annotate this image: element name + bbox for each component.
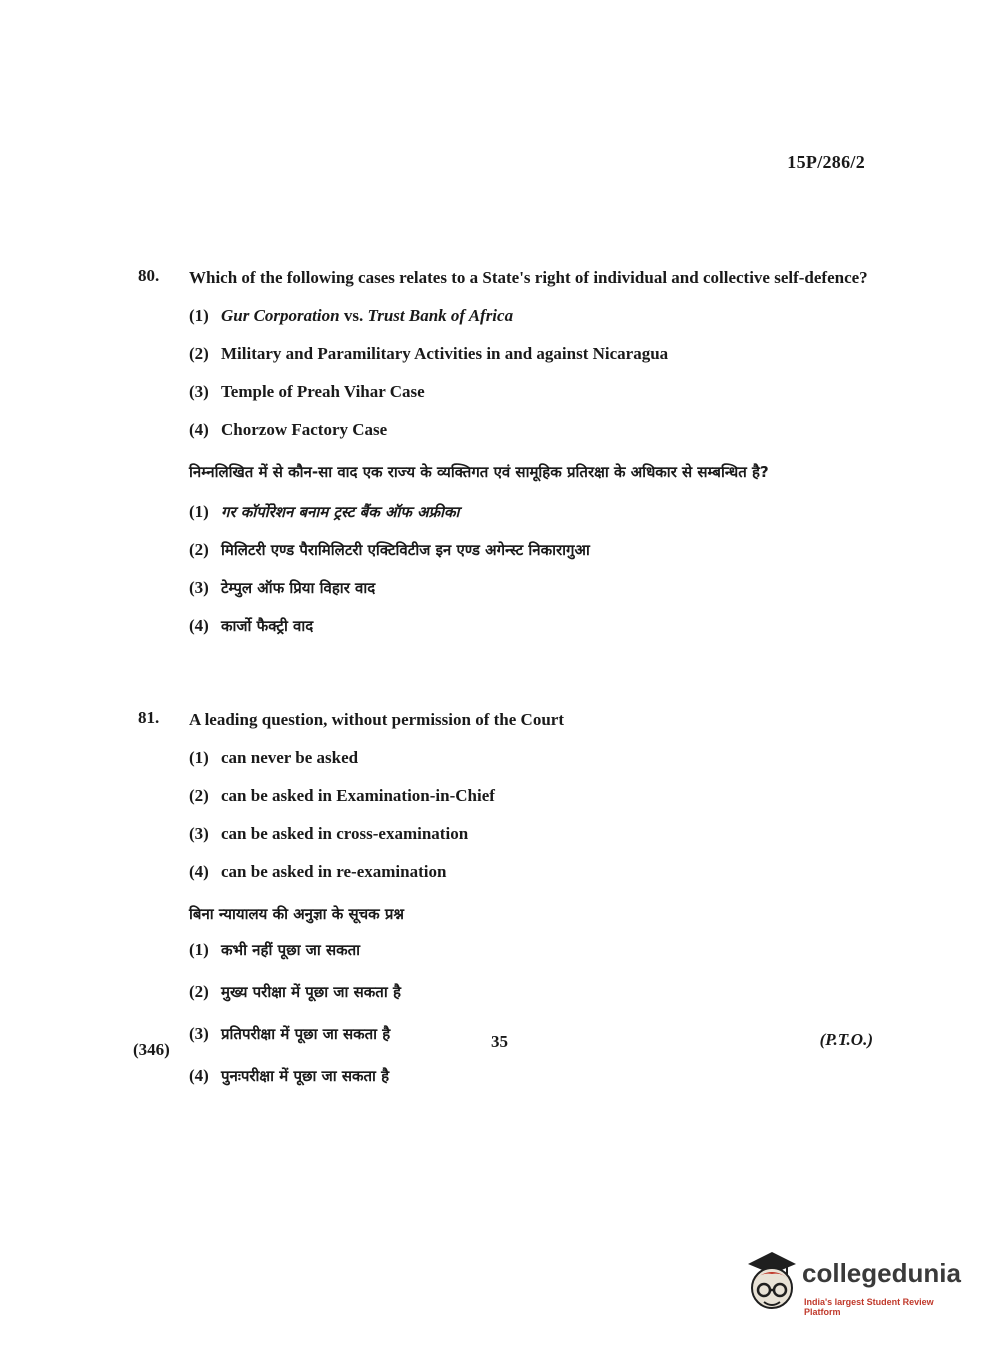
option-number: (4) <box>189 420 209 439</box>
hindi-option-2 <box>189 980 519 1022</box>
option-list <box>189 304 873 456</box>
option-number: (4) <box>189 616 209 635</box>
option-number: (1) <box>189 502 209 521</box>
question-number: 80. <box>138 266 160 285</box>
option-number: (3) <box>189 382 209 401</box>
hindi-option-list <box>189 500 873 652</box>
option-text: मुख्य परीक्षा में पूछा जा सकता है <box>221 983 401 1001</box>
booklet-code: (346) <box>133 1040 170 1059</box>
option-number: (4) <box>189 862 209 881</box>
pto-label: (P.T.O.) <box>819 1030 873 1049</box>
option-text-part: vs. <box>339 306 368 325</box>
option-2 <box>189 342 873 380</box>
option-text: can be asked in Examination-in-Chief <box>221 786 495 805</box>
hindi-question-text: बिना न्यायालय की अनुज्ञा के सूचक प्रश्न <box>189 905 404 923</box>
option-text: Military and Paramilitary Activities in and against Nicaragua <box>221 344 669 363</box>
option-text: can be asked in cross-examination <box>221 824 469 843</box>
option-number: (3) <box>189 824 209 843</box>
option-text-part: Gur Corporation <box>221 306 340 325</box>
option-text-part: Trust Bank of Africa <box>367 306 514 325</box>
option-4 <box>189 418 873 456</box>
brand-name: collegedunia <box>802 1258 961 1288</box>
option-text: गर कॉर्पोरेशन बनाम ट्रस्ट बैंक ऑफ अफ्रीका <box>221 503 460 521</box>
hindi-option-3 <box>189 1022 519 1064</box>
option-number: (4) <box>189 1066 209 1085</box>
question-80 <box>138 266 873 652</box>
hindi-question-text: निम्नलिखित में से कौन-सा वाद एक राज्य के व्यक्तिगत एवं सामूहिक प्रतिरक्षा के अधिकार से सम्बन्धित है? <box>189 463 769 481</box>
option-text: Chorzow Factory Case <box>221 420 388 439</box>
question-number: 81. <box>138 708 160 727</box>
option-text: can be asked in re-examination <box>221 862 447 881</box>
hindi-option-3 <box>189 576 873 614</box>
option-text: मिलिटरी एण्ड पैरामिलिटरी एक्टिविटीज इन एण्ड अगेन्स्ट निकारागुआ <box>221 541 590 559</box>
option-3 <box>189 822 873 860</box>
option-number: (3) <box>189 578 209 597</box>
hindi-option-1 <box>189 500 873 538</box>
brand-tagline: India's largest Student Review Platform <box>804 1297 934 1317</box>
question-text: Which of the following cases relates to a State's right of individual and collective self-defence? <box>189 268 868 287</box>
option-4 <box>189 860 873 898</box>
option-number: (1) <box>189 748 209 767</box>
option-list <box>189 746 873 898</box>
option-number: (2) <box>189 786 209 805</box>
option-number: (3) <box>189 1024 209 1043</box>
option-text: Temple of Preah Vihar Case <box>221 382 425 401</box>
option-text: कार्जो फैक्ट्री वाद <box>221 617 314 635</box>
option-number: (2) <box>189 540 209 559</box>
hindi-option-1 <box>189 938 519 980</box>
page-number: 35 <box>491 1032 508 1051</box>
collegedunia-watermark <box>742 1250 972 1320</box>
option-number: (2) <box>189 982 209 1001</box>
option-1 <box>189 304 873 342</box>
option-text: टेम्पुल ऑफ प्रिया विहार वाद <box>221 579 376 597</box>
question-text: A leading question, without permission of the Court <box>189 710 564 729</box>
hindi-option-4 <box>189 1064 519 1106</box>
option-2 <box>189 784 873 822</box>
option-text: प्रतिपरीक्षा में पूछा जा सकता है <box>221 1025 391 1043</box>
option-number: (1) <box>189 306 209 325</box>
option-number: (1) <box>189 940 209 959</box>
mascot-logo-icon <box>742 1250 800 1316</box>
hindi-option-2 <box>189 538 873 576</box>
hindi-option-grid <box>189 938 829 1106</box>
option-text: can never be asked <box>221 748 359 767</box>
paper-code: 15P/286/2 <box>787 152 865 172</box>
option-text: पुनःपरीक्षा में पूछा जा सकता है <box>221 1067 390 1085</box>
hindi-option-4 <box>189 614 873 652</box>
option-number: (2) <box>189 344 209 363</box>
option-3 <box>189 380 873 418</box>
option-1 <box>189 746 873 784</box>
option-text: कभी नहीं पूछा जा सकता <box>221 941 361 959</box>
